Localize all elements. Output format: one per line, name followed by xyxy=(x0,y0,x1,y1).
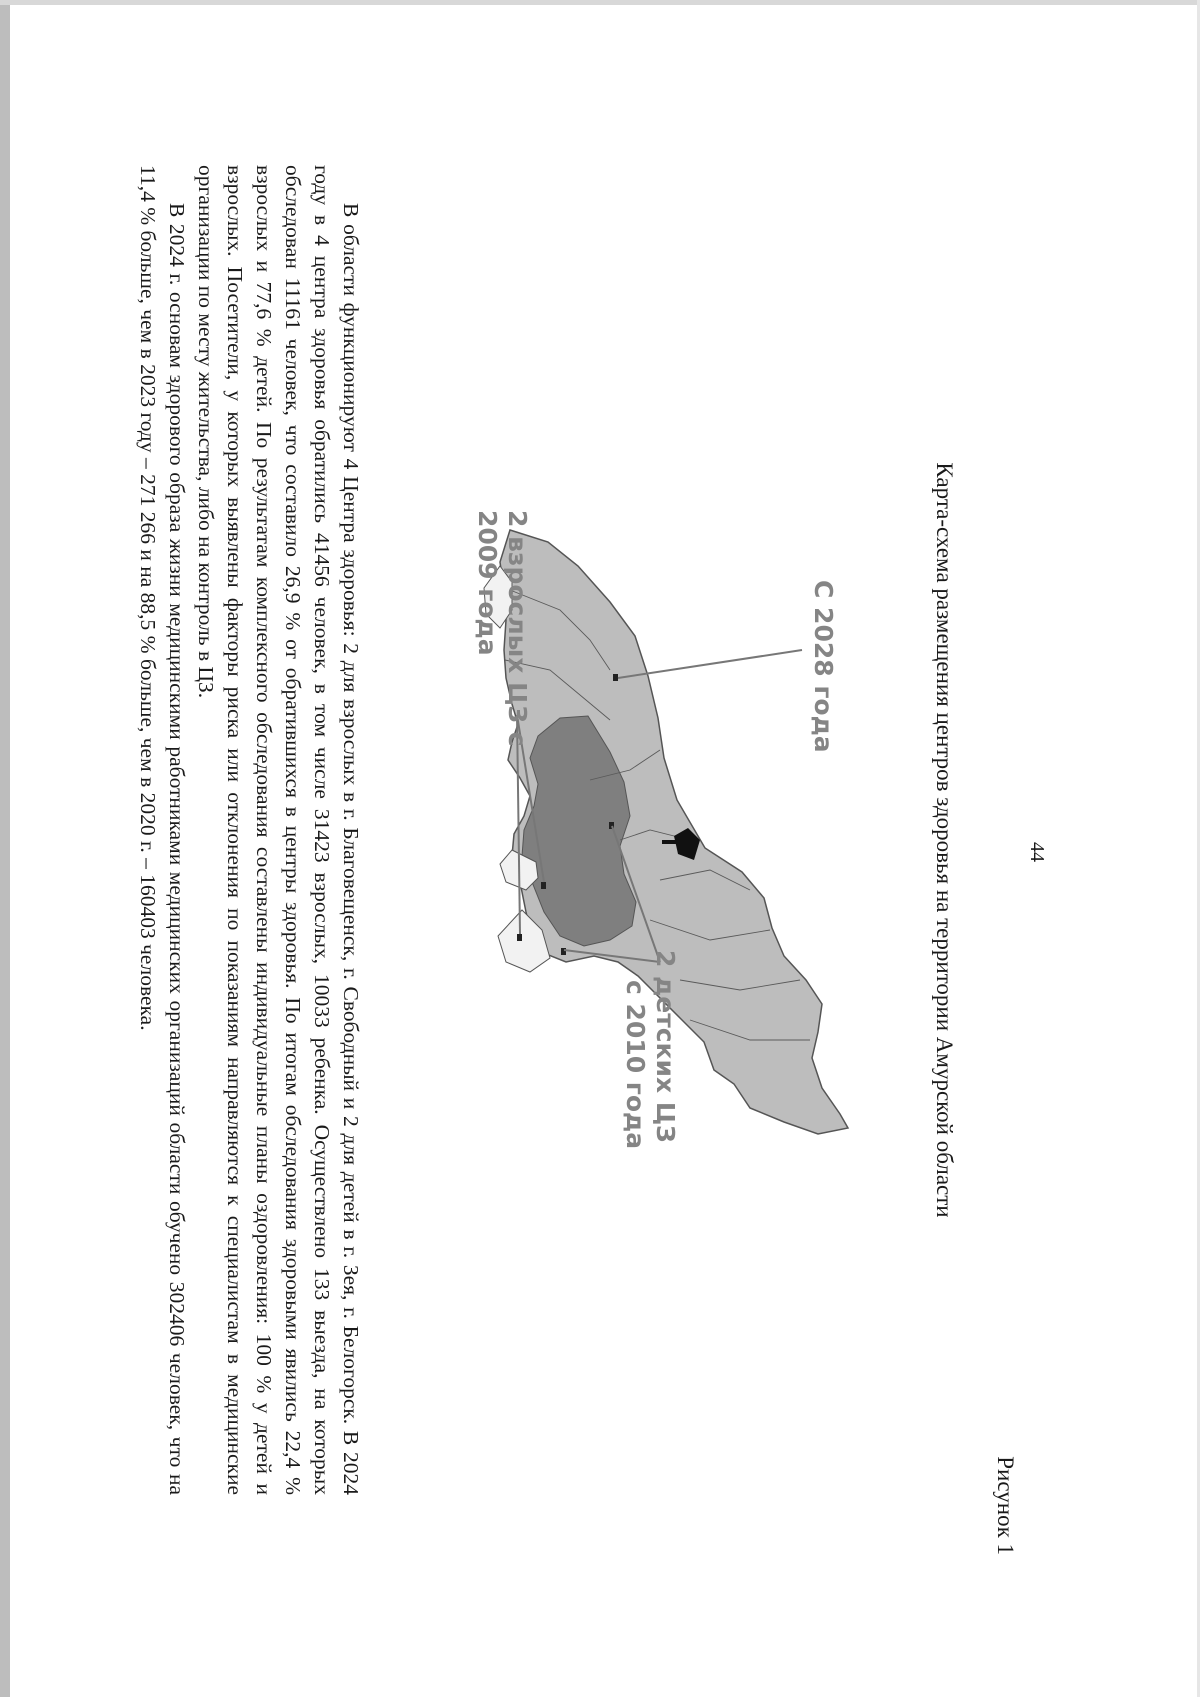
figure-label: Рисунок 1 xyxy=(993,1456,1018,1555)
callout-child-centers xyxy=(620,950,680,1149)
amur-region-map xyxy=(470,510,910,1170)
callout-adult-line2: 2009 года xyxy=(473,510,502,656)
reservoir-channel xyxy=(662,840,676,844)
scan-edge-top xyxy=(0,0,1200,5)
city-marker-svobodny xyxy=(541,882,546,889)
page-number: 44 xyxy=(1026,842,1048,862)
paragraph-health-centers: В области функционируют 4 Центра здоровья: 2 для взрослых в г. Благовещенск, г. Свободный и 2 для детей в г. Зея, г. Белогорск. В 2024 году в 4 центра здоровья обратились 41456 человек, в том числе 31423 взрослых, 10033 ребенка. Осуществлено 133 выезда, на которых обследован 11161 человек, что составило 26,9 % от обратившихся в центры здоровья. По итогам обследования здоровыми явились 22,4 % взрослых и 77,6 % детей. По результатам комплексного обследования составлены индивидуальные планы оздоровления: 100 % у детей и взрослых. Посетители, у которых выявлены факторы риска или отклонения по показаниям направляются к специалистам в медицинские организации по месту жительства, либо на контроль в ЦЗ. xyxy=(194,165,363,1495)
callout-child-line2: с 2010 года xyxy=(621,980,650,1150)
city-marker-north xyxy=(613,674,618,681)
paragraph-education: В 2024 г. основам здорового образа жизни медицинскими работниками медицинских организаций области обучено 302406 человек, что на 11,4 % больше, чем в 2023 году – 271 266 и на 88,5 % больше, чем в 2020 г. – 160403 человека. xyxy=(136,165,189,1495)
body-text xyxy=(133,165,365,1495)
city-marker-blagoveshchensk xyxy=(517,934,522,941)
callout-since-2028 xyxy=(808,580,838,753)
callout-adult-line1: 2 взрослых ЦЗ с xyxy=(503,510,532,747)
callout-child-line1: 2 детских ЦЗ xyxy=(651,950,680,1143)
scan-edge-left xyxy=(0,0,10,1697)
map-title: Карта-схема размещения центров здоровья на территории Амурской области xyxy=(932,462,957,1218)
city-marker-belogorsk xyxy=(561,948,566,955)
map-graphic xyxy=(470,510,910,1170)
callout-2028-text: С 2028 года xyxy=(809,580,838,753)
leader-2028 xyxy=(618,650,802,678)
callout-adult-centers xyxy=(472,510,532,747)
rotated-page-content xyxy=(90,90,1100,1590)
